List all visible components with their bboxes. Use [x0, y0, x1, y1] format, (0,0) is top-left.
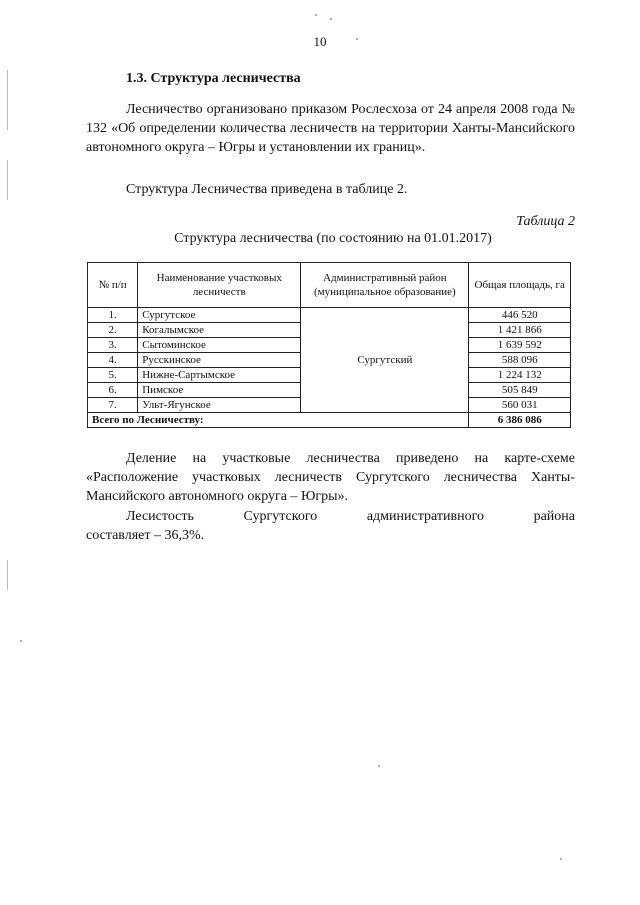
total-value: 6 386 086	[469, 413, 571, 428]
cell-num: 5.	[88, 368, 138, 383]
forest-cover-tail: составляет – 36,3%.	[86, 528, 205, 543]
total-label: Всего по Лесничеству:	[88, 413, 469, 428]
cell-district: Сургутский	[301, 308, 469, 413]
forestry-structure-table	[87, 262, 571, 428]
forest-cover-line	[86, 507, 575, 526]
table-header-row	[88, 263, 571, 308]
scan-margin-line	[7, 160, 8, 200]
header-district: Административный район (муниципальное образование)	[301, 263, 469, 308]
word: административного	[366, 509, 484, 524]
page-number: 10	[313, 34, 327, 49]
cell-num: 2.	[88, 323, 138, 338]
scan-speck	[20, 640, 22, 642]
paragraph-forestry-origin	[86, 100, 575, 157]
cell-area: 446 520	[469, 308, 571, 323]
scan-speck	[356, 38, 358, 40]
word: Лесистость	[126, 509, 194, 524]
table-label: Таблица 2	[516, 214, 575, 229]
header-name: Наименование участковых лесничеств	[138, 263, 301, 308]
cell-area: 1 421 866	[469, 323, 571, 338]
table-title: Структура лесничества (по состоянию на 01.01.2017)	[174, 231, 492, 246]
section-heading: 1.3. Структура лесничества	[126, 71, 301, 86]
table-row	[88, 308, 571, 323]
cell-num: 3.	[88, 338, 138, 353]
scan-margin-line	[7, 70, 8, 130]
word: Сургутского	[243, 509, 318, 524]
cell-num: 4.	[88, 353, 138, 368]
cell-area: 1 639 592	[469, 338, 571, 353]
cell-name: Нижне-Сартымское	[138, 368, 301, 383]
cell-num: 1.	[88, 308, 138, 323]
cell-name: Русскинское	[138, 353, 301, 368]
cell-num: 6.	[88, 383, 138, 398]
cell-name: Ульт-Ягунское	[138, 398, 301, 413]
paragraph-text: Деление на участковые лесничества приведено на карте-схеме «Расположение участковых лесничеств Сургутского лесничества Ханты-Мансийского автономного округа – Югры».	[86, 451, 575, 504]
cell-name: Когалымское	[138, 323, 301, 338]
paragraph-map-ref	[86, 449, 575, 506]
scan-speck	[560, 858, 562, 860]
cell-num: 7.	[88, 398, 138, 413]
scan-speck	[378, 765, 380, 767]
paragraph-text: Лесничество организовано приказом Рослесхоза от 24 апреля 2008 года № 132 «Об определении количества лесничеств на территории Ханты-Мансийского автономного округа – Югры и установлении их границ».	[86, 102, 575, 155]
cell-name: Пимское	[138, 383, 301, 398]
scan-margin-line	[7, 560, 8, 590]
cell-area: 560 031	[469, 398, 571, 413]
scan-speck	[315, 14, 317, 16]
scan-speck	[330, 18, 332, 20]
cell-name: Сытоминское	[138, 338, 301, 353]
word: района	[533, 509, 575, 524]
cell-area: 588 096	[469, 353, 571, 368]
paragraph-forest-cover	[86, 507, 575, 545]
table-total-row	[88, 413, 571, 428]
header-num: № п/п	[88, 263, 138, 308]
cell-area: 1 224 132	[469, 368, 571, 383]
cell-area: 505 849	[469, 383, 571, 398]
cell-name: Сургутское	[138, 308, 301, 323]
paragraph-structure-ref	[86, 180, 575, 199]
paragraph-text: Структура Лесничества приведена в таблице 2.	[126, 182, 408, 197]
header-area: Общая площадь, га	[469, 263, 571, 308]
